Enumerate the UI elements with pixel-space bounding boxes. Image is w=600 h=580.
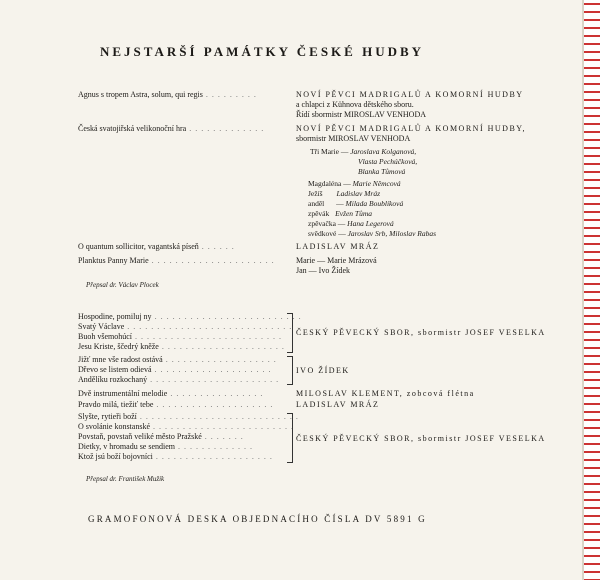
spiral-binding: [584, 0, 600, 580]
credit-muzik: Přepsal dr. František Mužík: [86, 475, 165, 483]
track-item: Andělíku rozkochaný . . . . . . . . . . . . . . . . . . . . . .: [78, 375, 280, 384]
role-row: svědkové — Jaroslav Srb, Miloslav Rabas: [308, 229, 437, 238]
track-pravdo: Pravdo milá, tiežiť tebe . . . . . . . . . . . . . . . . . . . .: [78, 400, 274, 409]
performer-agnus-line3: Řídí sbormistr MIROSLAV VENHODA: [296, 110, 427, 119]
page-title: NEJSTARŠÍ PAMÁTKY ČESKÉ HUDBY: [100, 44, 425, 59]
group-bracket: [287, 413, 293, 463]
performer-group2: IVO ŽÍDEK: [296, 366, 350, 375]
planktus-role-2: Jan — Ivo Žídek: [296, 266, 350, 275]
track-planktus: Planktus Panny Marie . . . . . . . . . . . . . . . . . . . . .: [78, 256, 275, 265]
track-item: Buoh všemohúcí . . . . . . . . . . . . . . . . . . . . . . . . .: [78, 332, 282, 341]
track-item: Hospodine, pomiluj ny . . . . . . . . . . . . . . . . . . . . . . . . .: [78, 312, 302, 321]
planktus-role-1: Marie — Marie Mrázová: [296, 256, 377, 265]
role-row: Ježíš Ladislav Mráz: [308, 189, 381, 198]
role-row: Vlasta Pechúčková,: [358, 157, 418, 166]
record-order-number: GRAMOFONOVÁ DESKA OBJEDNACÍHO ČÍSLA DV 5891 G: [88, 514, 427, 524]
role-row: zpěvačka — Hana Legerová: [308, 219, 394, 228]
track-item: Jesu Kriste, ščedrý kněže . . . . . . . . . . . . . . . . . . . . .: [78, 342, 285, 351]
performer-agnus-line2: a chlapci z Kühnova dětského sboru.: [296, 100, 414, 109]
track-item: Dietky, v hromadu se sendiem . . . . . . . . . . . . .: [78, 442, 254, 451]
performer-hra: NOVÍ PĚVCI MADRIGALŮ A KOMORNÍ HUDBY,: [296, 124, 527, 133]
role-row: Magdaléna — Marie Němcová: [308, 179, 401, 188]
group-bracket: [287, 356, 293, 385]
track-item: Svatý Václave . . . . . . . . . . . . . . . . . . . . . . . . . . . .: [78, 322, 293, 331]
group-bracket: [287, 313, 293, 353]
track-hra: Česká svatojiřská velikonoční hra . . . . . . . . . . . . .: [78, 124, 265, 133]
performer-group3: ČESKÝ PĚVECKÝ SBOR, sbormistr JOSEF VESELKA: [296, 434, 546, 443]
performer-pravdo: LADISLAV MRÁZ: [296, 400, 380, 409]
performer-dve: MILOSLAV KLEMENT, zobcová flétna: [296, 389, 475, 398]
track-item: Dřevo se listem odievá . . . . . . . . . . . . . . . . . . . .: [78, 365, 272, 374]
performer-quantum: LADISLAV MRÁZ: [296, 242, 380, 251]
performer-group1: ČESKÝ PĚVECKÝ SBOR, sbormistr JOSEF VESELKA: [296, 328, 546, 337]
track-item: Slyšte, rytieři boží . . . . . . . . . . . . . . . . . . . . . . . . . . .: [78, 412, 299, 421]
performer-agnus: NOVÍ PĚVCI MADRIGALŮ A KOMORNÍ HUDBY: [296, 90, 524, 99]
track-agnus: Agnus s tropem Astra, solum, qui regis . . . . . . . . .: [78, 90, 257, 99]
track-item: Ktož jsú boží bojovníci . . . . . . . . . . . . . . . . . . . .: [78, 452, 273, 461]
performer-hra-line2: sbormistr MIROSLAV VENHODA: [296, 134, 411, 143]
role-row: Tři Marie — Jaroslava Kolganová,: [310, 147, 417, 156]
track-item: Jižť mne vše radost ostává . . . . . . . . . . . . . . . . . . .: [78, 355, 277, 364]
role-row: anděl — Milada Boublíková: [308, 199, 404, 208]
track-item: O svolánie konstanské . . . . . . . . . . . . . . . . . . . . . . . .: [78, 422, 294, 431]
role-row: zpěvák Evžen Tůma: [308, 209, 372, 218]
track-quantum: O quantum sollicitor, vagantská píseň . . . . . .: [78, 242, 235, 251]
track-item: Povstaň, povstaň veliké město Pražské . . . . . . .: [78, 432, 244, 441]
role-row: Blanka Tůmová: [358, 167, 406, 176]
track-dve: Dvě instrumentální melodie . . . . . . . . . . . . . . . .: [78, 389, 264, 398]
credit-plocek: Přepsal dr. Václav Plocek: [86, 281, 159, 289]
